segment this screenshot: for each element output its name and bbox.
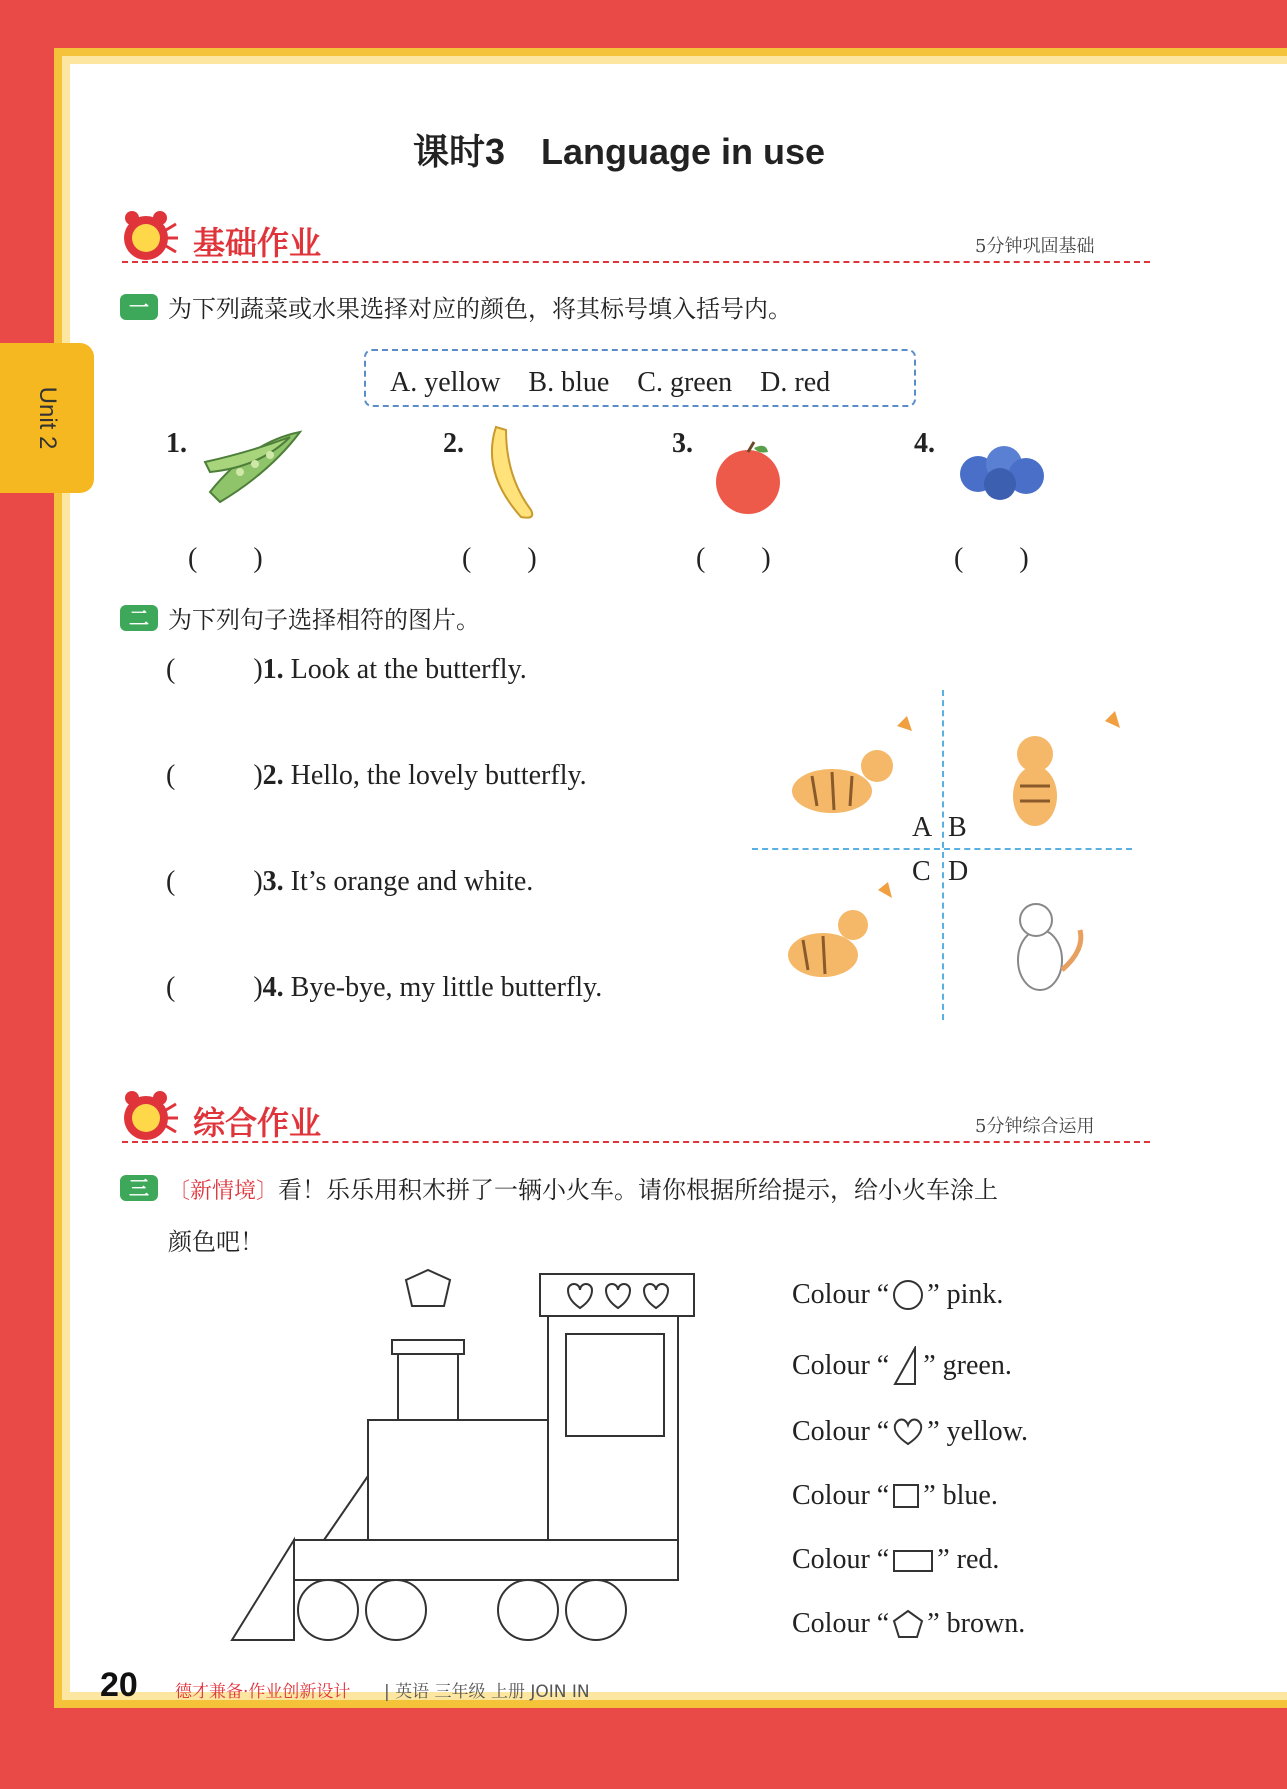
- q1-item-number: 4.: [914, 428, 935, 459]
- q1-options: A. yellow B. blue C. green D. red: [390, 367, 831, 398]
- colour-row: Colour “ ” green.: [792, 1346, 1012, 1386]
- section-basic-subheading: 5分钟巩固基础: [975, 236, 1095, 257]
- train-base: [294, 1540, 678, 1580]
- q2-sentence-text: Bye-bye, my little butterfly.: [283, 972, 603, 1003]
- square-icon: [891, 1481, 921, 1511]
- q2-sentence-number: 3.: [262, 866, 284, 897]
- tiger-chasing-butterfly-icon: [772, 706, 922, 836]
- question-badge-3: 三: [120, 1175, 158, 1201]
- q2-sentence-number: 4.: [262, 972, 284, 1003]
- picture-grid-horizontal-divider: [752, 848, 1132, 850]
- q2-sentence-text: Hello, the lovely butterfly.: [283, 760, 587, 791]
- q1-item-number: 2.: [443, 428, 464, 459]
- q1-instruction: 为下列蔬菜或水果选择对应的颜色，将其标号填入括号内。: [168, 295, 792, 323]
- section-comprehensive-subheading: 5分钟综合运用: [975, 1116, 1095, 1137]
- rectangle-icon: [891, 1545, 935, 1575]
- train-cowcatcher: [232, 1540, 294, 1640]
- question-badge-2: 二: [120, 605, 158, 631]
- q3-instruction-line: 〔新情境〕看！乐乐用积木拼了一辆小火车。请你根据所给提示，给小火车涂上: [168, 1176, 999, 1204]
- q1-item-number: 3.: [672, 428, 693, 459]
- train-drawing: [228, 1268, 698, 1650]
- q2-sentence-number: 2.: [262, 760, 284, 791]
- colour-row: Colour “ ” pink.: [792, 1279, 1004, 1310]
- triangle-icon: [891, 1346, 921, 1386]
- question-badge-1: 一: [120, 294, 158, 320]
- q2-answer-blank[interactable]: (: [166, 866, 176, 897]
- picture-label-b: B: [948, 812, 967, 843]
- q2-sentence-row: ( )2. Hello, the lovely butterfly.: [166, 760, 587, 791]
- train-chimney: [398, 1354, 458, 1420]
- train-chimney-pentagon: [406, 1270, 450, 1306]
- q3-instruction-line: 颜色吧！: [168, 1228, 264, 1256]
- q1-answer-blank[interactable]: ( ): [696, 543, 771, 574]
- page-title: 课时3 Language in use: [413, 131, 826, 172]
- q1-answer-blank[interactable]: ( ): [954, 543, 1029, 574]
- train-window: [566, 1334, 664, 1436]
- q2-sentence-number: 1.: [262, 654, 284, 685]
- q2-sentence-row: ( )3. It’s orange and white.: [166, 866, 534, 897]
- pentagon-icon: [891, 1608, 925, 1640]
- section-basic-heading: 基础作业: [193, 224, 322, 262]
- cat-icon: [1000, 880, 1100, 1000]
- circle-icon: [891, 1278, 925, 1312]
- banana-icon: [476, 422, 546, 522]
- picture-label-d: D: [948, 856, 969, 887]
- q2-answer-blank[interactable]: (: [166, 654, 176, 685]
- page-number: 20: [100, 1666, 138, 1704]
- new-context-tag: 〔新情境〕: [168, 1179, 279, 1204]
- colour-row: Colour “ ” blue.: [792, 1480, 998, 1511]
- alarm-clock-icon: [118, 208, 182, 264]
- apple-icon: [710, 440, 786, 516]
- q2-sentence-row: ( )4. Bye-bye, my little butterfly.: [166, 972, 603, 1003]
- q2-sentence-text: Look at the butterfly.: [283, 654, 527, 685]
- q1-answer-blank[interactable]: ( ): [462, 543, 537, 574]
- colour-row: Colour “ ” yellow.: [792, 1416, 1029, 1447]
- q2-instruction: 为下列句子选择相符的图片。: [168, 606, 480, 634]
- alarm-clock-icon: [118, 1088, 182, 1144]
- footer-book-info: | 英语 三年级 上册 JOIN IN: [384, 1682, 590, 1702]
- q2-sentence-text: It’s orange and white.: [283, 866, 534, 897]
- picture-label-a: A: [912, 812, 933, 843]
- q2-sentence-row: ( )1. Look at the butterfly.: [166, 654, 527, 685]
- unit-side-tab-label: Unit 2: [34, 386, 61, 450]
- heart-icon: [891, 1416, 925, 1448]
- picture-label-c: C: [912, 856, 931, 887]
- section-comprehensive-heading: 综合作业: [193, 1104, 322, 1142]
- section-divider: [122, 1141, 1150, 1143]
- picture-grid-vertical-divider: [942, 690, 944, 1020]
- q1-item-number: 1.: [166, 428, 187, 459]
- green-beans-icon: [200, 422, 310, 514]
- footer-brand: 德才兼备·作业创新设计: [175, 1682, 351, 1702]
- section-divider: [122, 261, 1150, 263]
- tiger-waving-butterfly-icon: [990, 706, 1130, 836]
- q2-answer-blank[interactable]: (: [166, 972, 176, 1003]
- train-front-triangle: [324, 1476, 368, 1540]
- colour-row: Colour “ ” brown.: [792, 1608, 1026, 1639]
- train-chimney-cap: [392, 1340, 464, 1354]
- train-boiler: [368, 1420, 548, 1540]
- tiger-jumping-butterfly-icon: [768, 880, 908, 1000]
- blueberries-icon: [954, 440, 1050, 502]
- q2-answer-blank[interactable]: (: [166, 760, 176, 791]
- colour-row: Colour “ ” red.: [792, 1544, 1000, 1575]
- q1-answer-blank[interactable]: ( ): [188, 543, 263, 574]
